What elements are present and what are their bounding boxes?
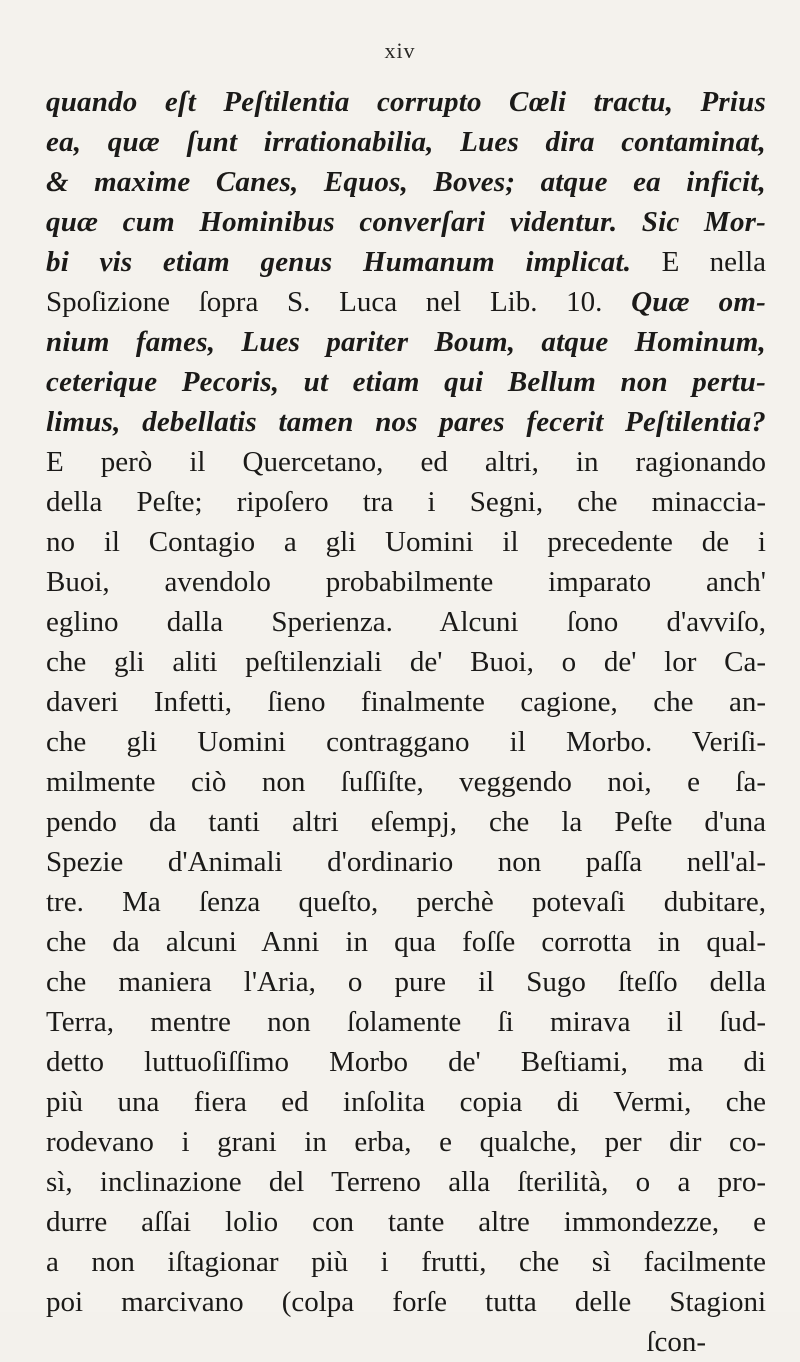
text-line xyxy=(46,602,766,642)
text-line xyxy=(46,562,766,602)
text-line xyxy=(46,322,766,362)
roman-text: sì, inclinazione del Terreno alla ſterilità, o a pro- xyxy=(46,1166,766,1198)
text-line xyxy=(46,202,766,242)
text-line xyxy=(46,362,766,402)
text-line xyxy=(46,1322,766,1362)
roman-text: che da alcuni Anni in qua foſſe corrotta in qual- xyxy=(46,926,766,958)
page-number: xiv xyxy=(384,38,416,63)
text-line xyxy=(46,762,766,802)
text-line xyxy=(46,242,766,282)
text-line xyxy=(46,962,766,1002)
text-line xyxy=(46,1042,766,1082)
italic-text: ea, quæ ſunt irrationabilia, Lues dira contaminat, xyxy=(46,126,766,158)
roman-text: Spoſizione ſopra S. Luca nel Lib. 10. xyxy=(46,286,632,318)
text-line xyxy=(46,122,766,162)
roman-text: che gli aliti peſtilenziali de' Buoi, o de' lor Ca- xyxy=(46,646,766,678)
roman-text: milmente ciò non ſuſſiſte, veggendo noi, e ſa- xyxy=(46,766,766,798)
text-line xyxy=(46,1082,766,1122)
text-line xyxy=(46,1122,766,1162)
text-line xyxy=(46,1242,766,1282)
italic-text: & maxime Canes, Equos, Boves; atque ea inficit, xyxy=(46,166,766,198)
text-line xyxy=(46,922,766,962)
roman-text: Terra, mentre non ſolamente ſi mirava il ſud- xyxy=(46,1006,766,1038)
text-line xyxy=(46,442,766,482)
roman-text: ſcon- xyxy=(646,1326,706,1358)
roman-text: daveri Infetti, ſieno finalmente cagione, che an- xyxy=(46,686,766,718)
text-line xyxy=(46,642,766,682)
text-line xyxy=(46,82,766,122)
italic-text: nium fames, Lues pariter Boum, atque Hominum, xyxy=(46,326,766,358)
text-line xyxy=(46,402,766,442)
roman-text: eglino dalla Sperienza. Alcuni ſono d'avviſo, xyxy=(46,606,766,638)
text-line xyxy=(46,1282,766,1322)
roman-text: rodevano i grani in erba, e qualche, per dir co- xyxy=(46,1126,766,1158)
italic-text: quando eſt Peſtilentia corrupto Cœli tractu, Prius xyxy=(46,86,766,118)
text-line xyxy=(46,162,766,202)
roman-text: detto luttuoſiſſimo Morbo de' Beſtiami, ma di xyxy=(46,1046,766,1078)
text-line xyxy=(46,1202,766,1242)
roman-text: Buoi, avendolo probabilmente imparato anch' xyxy=(46,566,766,598)
text-line xyxy=(46,882,766,922)
roman-text: E nella xyxy=(631,246,766,278)
roman-text: poi marcivano (colpa forſe tutta delle Stagioni xyxy=(46,1286,766,1318)
italic-text: ceterique Pecoris, ut etiam qui Bellum non pertu- xyxy=(46,366,766,398)
roman-text: che gli Uomini contraggano il Morbo. Veriſi- xyxy=(46,726,766,758)
text-line xyxy=(46,682,766,722)
italic-text: Quæ om- xyxy=(631,286,766,318)
text-line xyxy=(46,522,766,562)
roman-text: Spezie d'Animali d'ordinario non paſſa nell'al- xyxy=(46,846,766,878)
text-line xyxy=(46,842,766,882)
text-line xyxy=(46,722,766,762)
roman-text: più una fiera ed inſolita copia di Vermi, che xyxy=(46,1086,766,1118)
roman-text: a non iſtagionar più i frutti, che sì facilmente xyxy=(46,1246,766,1278)
italic-text: bi vis etiam genus Humanum implicat. xyxy=(46,246,632,278)
roman-text: pendo da tanti altri eſempj, che la Peſte d'una xyxy=(46,806,766,838)
roman-text: durre aſſai lolio con tante altre immondezze, e xyxy=(46,1206,766,1238)
italic-text: quæ cum Hominibus converſari videntur. Sic Mor- xyxy=(46,206,766,238)
text-line xyxy=(46,802,766,842)
italic-text: limus, debellatis tamen nos pares fecerit Peſtilentia? xyxy=(46,406,766,438)
roman-text: no il Contagio a gli Uomini il precedente de i xyxy=(46,526,766,558)
text-line xyxy=(46,282,766,322)
body-text xyxy=(46,82,766,1362)
roman-text: che maniera l'Aria, o pure il Sugo ſteſſo della xyxy=(46,966,766,998)
text-line xyxy=(46,1162,766,1202)
roman-text: tre. Ma ſenza queſto, perchè potevaſi dubitare, xyxy=(46,886,766,918)
text-line xyxy=(46,482,766,522)
roman-text: E però il Quercetano, ed altri, in ragionando xyxy=(46,446,766,478)
roman-text: della Peſte; ripoſero tra i Segni, che minaccia- xyxy=(46,486,766,518)
text-line xyxy=(46,1002,766,1042)
